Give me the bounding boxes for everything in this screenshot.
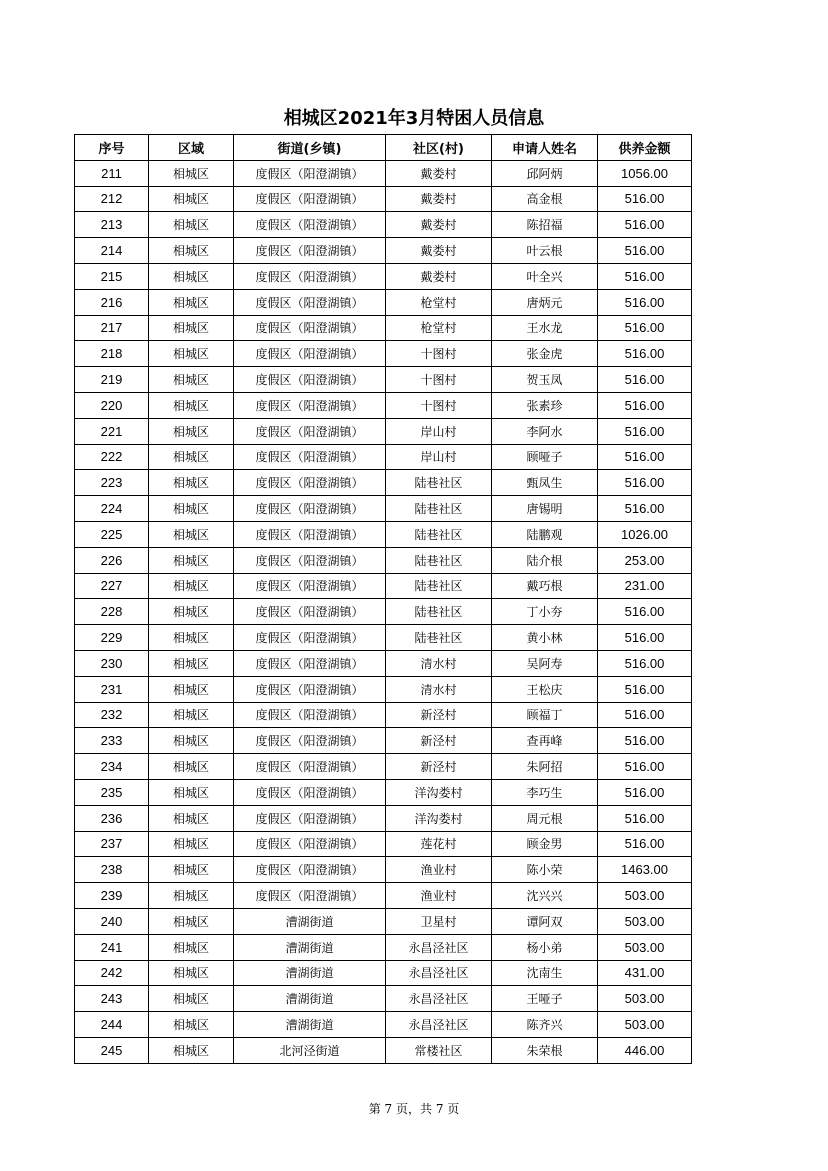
records-table [74,134,692,1064]
cell-applicant: 甄凤生 [492,470,598,496]
cell-amount: 516.00 [598,831,692,857]
cell-applicant: 贺玉凤 [492,367,598,393]
cell-street: 度假区（阳澄湖镇） [234,702,386,728]
cell-amount: 516.00 [598,805,692,831]
cell-district: 相城区 [149,857,234,883]
table-row [75,160,692,186]
table-row [75,496,692,522]
cell-index: 230 [75,650,149,676]
cell-applicant: 王水龙 [492,315,598,341]
cell-district: 相城区 [149,212,234,238]
col-header-amount: 供养金额 [598,135,692,161]
table-row [75,754,692,780]
cell-amount: 503.00 [598,883,692,909]
cell-amount: 516.00 [598,238,692,264]
cell-community: 洋沟娄村 [386,779,492,805]
cell-district: 相城区 [149,650,234,676]
table-row [75,599,692,625]
table-row [75,650,692,676]
cell-street: 漕湖街道 [234,908,386,934]
cell-district: 相城区 [149,779,234,805]
cell-district: 相城区 [149,186,234,212]
cell-applicant: 叶全兴 [492,263,598,289]
table-row [75,805,692,831]
cell-street: 度假区（阳澄湖镇） [234,212,386,238]
cell-index: 222 [75,444,149,470]
cell-community: 陆巷社区 [386,573,492,599]
cell-amount: 516.00 [598,470,692,496]
table-row [75,341,692,367]
cell-street: 度假区（阳澄湖镇） [234,496,386,522]
cell-index: 228 [75,599,149,625]
cell-amount: 231.00 [598,573,692,599]
cell-community: 十图村 [386,392,492,418]
cell-district: 相城区 [149,599,234,625]
page-footer: 第 7 页，共 7 页 [368,1102,460,1116]
cell-district: 相城区 [149,676,234,702]
cell-street: 度假区（阳澄湖镇） [234,521,386,547]
cell-district: 相城区 [149,470,234,496]
cell-applicant: 张金虎 [492,341,598,367]
table-row [75,547,692,573]
cell-district: 相城区 [149,702,234,728]
cell-district: 相城区 [149,418,234,444]
cell-district: 相城区 [149,934,234,960]
cell-amount: 516.00 [598,676,692,702]
table-row [75,883,692,909]
cell-community: 岸山村 [386,418,492,444]
cell-district: 相城区 [149,341,234,367]
cell-community: 新泾村 [386,728,492,754]
cell-amount: 516.00 [598,289,692,315]
cell-district: 相城区 [149,392,234,418]
cell-amount: 503.00 [598,1012,692,1038]
table-row [75,392,692,418]
table-row [75,238,692,264]
cell-district: 相城区 [149,496,234,522]
cell-applicant: 唐炳元 [492,289,598,315]
cell-amount: 516.00 [598,212,692,238]
cell-community: 陆巷社区 [386,625,492,651]
cell-district: 相城区 [149,547,234,573]
table-row [75,367,692,393]
cell-amount: 516.00 [598,418,692,444]
cell-index: 218 [75,341,149,367]
cell-index: 239 [75,883,149,909]
cell-amount: 516.00 [598,367,692,393]
cell-index: 235 [75,779,149,805]
cell-amount: 503.00 [598,986,692,1012]
cell-community: 永昌泾社区 [386,960,492,986]
cell-applicant: 戴巧根 [492,573,598,599]
cell-community: 戴娄村 [386,212,492,238]
table-row [75,676,692,702]
cell-district: 相城区 [149,444,234,470]
cell-amount: 446.00 [598,1037,692,1063]
cell-amount: 516.00 [598,625,692,651]
cell-community: 永昌泾社区 [386,934,492,960]
cell-applicant: 陆鹏观 [492,521,598,547]
header-row [75,135,692,161]
cell-district: 相城区 [149,1037,234,1063]
cell-applicant: 谭阿双 [492,908,598,934]
table-row [75,289,692,315]
cell-community: 清水村 [386,676,492,702]
cell-applicant: 丁小夯 [492,599,598,625]
cell-street: 度假区（阳澄湖镇） [234,263,386,289]
cell-amount: 516.00 [598,599,692,625]
cell-district: 相城区 [149,960,234,986]
cell-amount: 516.00 [598,650,692,676]
cell-amount: 503.00 [598,934,692,960]
cell-street: 度假区（阳澄湖镇） [234,805,386,831]
cell-amount: 1056.00 [598,160,692,186]
table-row [75,934,692,960]
cell-district: 相城区 [149,289,234,315]
cell-index: 221 [75,418,149,444]
cell-district: 相城区 [149,728,234,754]
cell-applicant: 顾哑子 [492,444,598,470]
cell-street: 漕湖街道 [234,986,386,1012]
table-row [75,779,692,805]
cell-street: 度假区（阳澄湖镇） [234,779,386,805]
cell-street: 度假区（阳澄湖镇） [234,831,386,857]
table-row [75,728,692,754]
cell-street: 度假区（阳澄湖镇） [234,857,386,883]
cell-district: 相城区 [149,238,234,264]
cell-applicant: 邱阿炳 [492,160,598,186]
cell-amount: 516.00 [598,263,692,289]
cell-applicant: 李巧生 [492,779,598,805]
cell-district: 相城区 [149,883,234,909]
table-row [75,470,692,496]
cell-index: 229 [75,625,149,651]
table-row [75,263,692,289]
cell-index: 231 [75,676,149,702]
cell-index: 227 [75,573,149,599]
cell-community: 陆巷社区 [386,599,492,625]
cell-street: 度假区（阳澄湖镇） [234,418,386,444]
cell-street: 漕湖街道 [234,1012,386,1038]
col-header-street: 街道(乡镇) [234,135,386,161]
cell-amount: 516.00 [598,315,692,341]
cell-applicant: 王松庆 [492,676,598,702]
cell-index: 223 [75,470,149,496]
table-row [75,573,692,599]
cell-district: 相城区 [149,754,234,780]
cell-community: 永昌泾社区 [386,986,492,1012]
cell-index: 240 [75,908,149,934]
cell-index: 232 [75,702,149,728]
cell-applicant: 沈南生 [492,960,598,986]
cell-community: 常楼社区 [386,1037,492,1063]
cell-community: 十图村 [386,367,492,393]
col-header-community: 社区(村) [386,135,492,161]
cell-street: 度假区（阳澄湖镇） [234,341,386,367]
table-row [75,212,692,238]
cell-community: 洋沟娄村 [386,805,492,831]
cell-applicant: 查再峰 [492,728,598,754]
cell-street: 漕湖街道 [234,960,386,986]
cell-index: 212 [75,186,149,212]
cell-district: 相城区 [149,805,234,831]
cell-amount: 253.00 [598,547,692,573]
cell-applicant: 沈兴兴 [492,883,598,909]
cell-district: 相城区 [149,315,234,341]
cell-index: 233 [75,728,149,754]
cell-index: 225 [75,521,149,547]
table-row [75,444,692,470]
cell-district: 相城区 [149,263,234,289]
cell-community: 清水村 [386,650,492,676]
cell-street: 度假区（阳澄湖镇） [234,444,386,470]
cell-community: 十图村 [386,341,492,367]
cell-index: 241 [75,934,149,960]
page-title: 相城区2021年3月特困人员信息 [283,108,545,129]
cell-community: 戴娄村 [386,186,492,212]
table-row [75,986,692,1012]
cell-community: 渔业村 [386,857,492,883]
table-row [75,186,692,212]
col-header-district: 区域 [149,135,234,161]
cell-amount: 516.00 [598,754,692,780]
cell-district: 相城区 [149,908,234,934]
table-row [75,702,692,728]
cell-street: 度假区（阳澄湖镇） [234,573,386,599]
cell-district: 相城区 [149,625,234,651]
cell-applicant: 陆介根 [492,547,598,573]
cell-index: 220 [75,392,149,418]
cell-street: 度假区（阳澄湖镇） [234,367,386,393]
cell-amount: 516.00 [598,728,692,754]
cell-street: 度假区（阳澄湖镇） [234,625,386,651]
table-row [75,960,692,986]
cell-index: 238 [75,857,149,883]
cell-district: 相城区 [149,521,234,547]
cell-amount: 516.00 [598,496,692,522]
cell-applicant: 顾金男 [492,831,598,857]
cell-index: 234 [75,754,149,780]
cell-applicant: 朱荣根 [492,1037,598,1063]
cell-community: 新泾村 [386,702,492,728]
cell-community: 永昌泾社区 [386,1012,492,1038]
cell-community: 陆巷社区 [386,496,492,522]
cell-street: 度假区（阳澄湖镇） [234,676,386,702]
cell-amount: 516.00 [598,392,692,418]
cell-applicant: 黄小林 [492,625,598,651]
col-header-applicant: 申请人姓名 [492,135,598,161]
cell-index: 217 [75,315,149,341]
cell-community: 卫星村 [386,908,492,934]
cell-community: 陆巷社区 [386,470,492,496]
cell-amount: 516.00 [598,341,692,367]
table-row [75,1012,692,1038]
cell-applicant: 叶云根 [492,238,598,264]
cell-amount: 516.00 [598,779,692,805]
cell-street: 度假区（阳澄湖镇） [234,547,386,573]
cell-community: 戴娄村 [386,238,492,264]
cell-amount: 516.00 [598,444,692,470]
cell-amount: 503.00 [598,908,692,934]
table-row [75,315,692,341]
cell-street: 度假区（阳澄湖镇） [234,650,386,676]
cell-street: 度假区（阳澄湖镇） [234,289,386,315]
cell-index: 237 [75,831,149,857]
cell-community: 岸山村 [386,444,492,470]
cell-applicant: 陈招福 [492,212,598,238]
cell-applicant: 王哑子 [492,986,598,1012]
table-row [75,908,692,934]
cell-applicant: 陈小荣 [492,857,598,883]
cell-street: 度假区（阳澄湖镇） [234,392,386,418]
cell-applicant: 高金根 [492,186,598,212]
cell-street: 度假区（阳澄湖镇） [234,238,386,264]
cell-applicant: 顾福丁 [492,702,598,728]
cell-street: 度假区（阳澄湖镇） [234,754,386,780]
cell-community: 陆巷社区 [386,547,492,573]
cell-applicant: 陈齐兴 [492,1012,598,1038]
table-row [75,1037,692,1063]
col-header-index: 序号 [75,135,149,161]
cell-index: 213 [75,212,149,238]
cell-index: 214 [75,238,149,264]
cell-applicant: 张素珍 [492,392,598,418]
cell-street: 度假区（阳澄湖镇） [234,315,386,341]
cell-index: 226 [75,547,149,573]
cell-applicant: 杨小弟 [492,934,598,960]
cell-applicant: 唐锡明 [492,496,598,522]
cell-index: 244 [75,1012,149,1038]
cell-street: 度假区（阳澄湖镇） [234,470,386,496]
table-row [75,418,692,444]
cell-district: 相城区 [149,1012,234,1038]
cell-amount: 1026.00 [598,521,692,547]
cell-applicant: 吴阿寿 [492,650,598,676]
cell-index: 236 [75,805,149,831]
cell-index: 243 [75,986,149,1012]
cell-community: 新泾村 [386,754,492,780]
cell-street: 北河泾街道 [234,1037,386,1063]
cell-street: 度假区（阳澄湖镇） [234,728,386,754]
cell-community: 渔业村 [386,883,492,909]
cell-district: 相城区 [149,986,234,1012]
cell-amount: 516.00 [598,702,692,728]
cell-district: 相城区 [149,573,234,599]
cell-amount: 516.00 [598,186,692,212]
cell-community: 枪堂村 [386,315,492,341]
cell-amount: 1463.00 [598,857,692,883]
cell-district: 相城区 [149,831,234,857]
cell-index: 216 [75,289,149,315]
cell-applicant: 李阿水 [492,418,598,444]
cell-district: 相城区 [149,367,234,393]
table-row [75,521,692,547]
cell-community: 陆巷社区 [386,521,492,547]
table-row [75,625,692,651]
cell-street: 漕湖街道 [234,934,386,960]
table-row [75,857,692,883]
cell-index: 224 [75,496,149,522]
table-row [75,831,692,857]
cell-community: 戴娄村 [386,263,492,289]
cell-community: 枪堂村 [386,289,492,315]
cell-index: 219 [75,367,149,393]
cell-community: 莲花村 [386,831,492,857]
cell-district: 相城区 [149,160,234,186]
cell-street: 度假区（阳澄湖镇） [234,160,386,186]
cell-street: 度假区（阳澄湖镇） [234,599,386,625]
cell-amount: 431.00 [598,960,692,986]
cell-index: 245 [75,1037,149,1063]
cell-applicant: 周元根 [492,805,598,831]
cell-community: 戴娄村 [386,160,492,186]
cell-street: 度假区（阳澄湖镇） [234,883,386,909]
cell-index: 211 [75,160,149,186]
cell-street: 度假区（阳澄湖镇） [234,186,386,212]
cell-index: 215 [75,263,149,289]
cell-index: 242 [75,960,149,986]
cell-applicant: 朱阿招 [492,754,598,780]
